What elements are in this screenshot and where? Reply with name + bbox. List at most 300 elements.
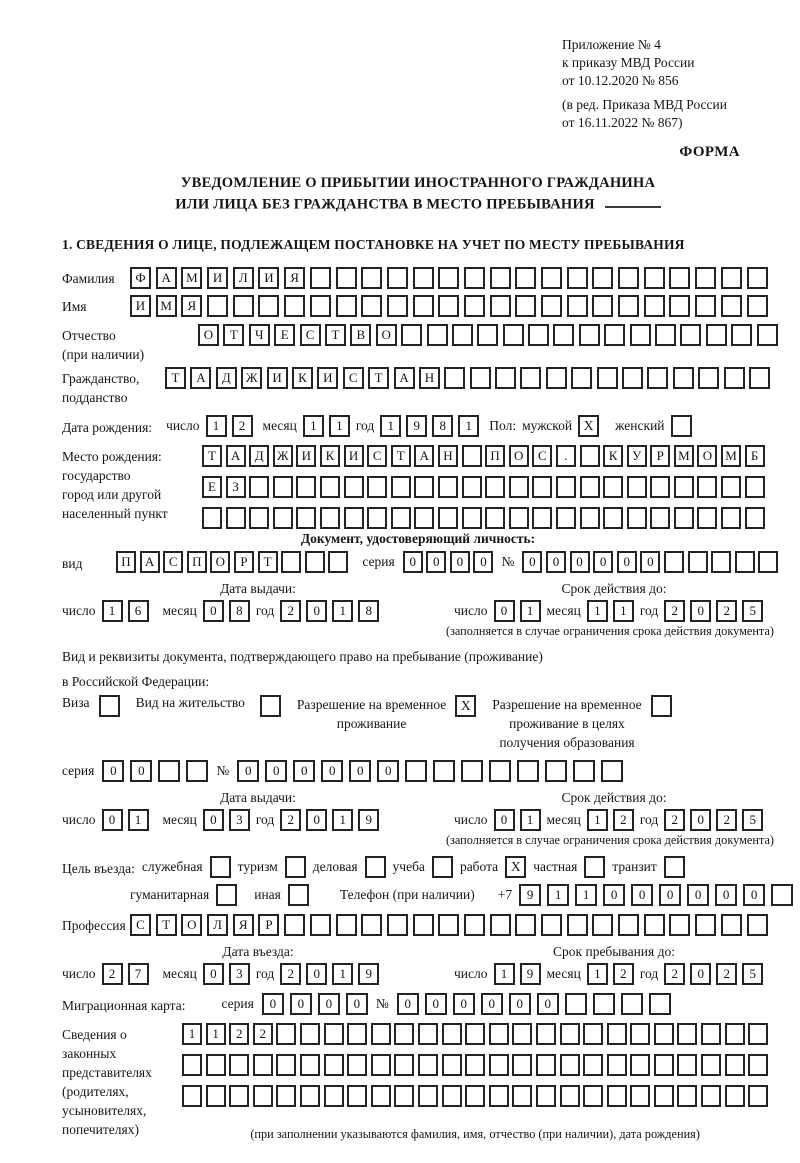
char-cell[interactable]	[698, 367, 719, 389]
char-cell[interactable]: 0	[397, 993, 419, 1015]
char-cell[interactable]	[745, 507, 765, 529]
char-cell[interactable]	[721, 507, 741, 529]
char-cell[interactable]: П	[485, 445, 505, 467]
char-cell[interactable]: 0	[450, 551, 470, 573]
char-cell[interactable]	[158, 760, 180, 782]
char-cell[interactable]: Р	[258, 914, 279, 936]
char-cell[interactable]: Я	[284, 267, 305, 289]
char-cell[interactable]	[361, 914, 382, 936]
char-cell[interactable]	[438, 476, 458, 498]
char-cell[interactable]	[464, 267, 485, 289]
char-cell[interactable]: 0	[593, 551, 613, 573]
char-cell[interactable]: 1	[613, 600, 634, 622]
char-cell[interactable]: 6	[128, 600, 149, 622]
char-cell[interactable]: 3	[229, 963, 250, 985]
study-checkbox[interactable]	[432, 856, 453, 878]
char-cell[interactable]	[603, 507, 623, 529]
char-cell[interactable]	[654, 1085, 674, 1107]
char-cell[interactable]	[512, 1023, 532, 1045]
char-cell[interactable]: О	[210, 551, 230, 573]
temporary-residence-checkbox[interactable]: X	[455, 695, 476, 717]
char-cell[interactable]	[387, 267, 408, 289]
char-cell[interactable]	[560, 1023, 580, 1045]
char-cell[interactable]	[541, 914, 562, 936]
char-cell[interactable]	[249, 476, 269, 498]
char-cell[interactable]	[556, 476, 576, 498]
char-cell[interactable]: 2	[613, 809, 634, 831]
char-cell[interactable]	[336, 267, 357, 289]
char-cell[interactable]	[677, 1085, 697, 1107]
char-cell[interactable]: И	[344, 445, 364, 467]
char-cell[interactable]	[367, 476, 387, 498]
char-cell[interactable]	[229, 1054, 249, 1076]
char-cell[interactable]: 0	[306, 963, 327, 985]
char-cell[interactable]: .	[556, 445, 576, 467]
char-cell[interactable]: 2	[716, 600, 737, 622]
char-cell[interactable]	[583, 1054, 603, 1076]
char-cell[interactable]: А	[414, 445, 434, 467]
char-cell[interactable]: 0	[546, 551, 566, 573]
char-cell[interactable]: 0	[426, 551, 446, 573]
char-cell[interactable]: Ч	[249, 324, 270, 346]
char-cell[interactable]	[253, 1085, 273, 1107]
char-cell[interactable]	[532, 507, 552, 529]
char-cell[interactable]: 1	[547, 884, 569, 906]
char-cell[interactable]: Л	[233, 267, 254, 289]
char-cell[interactable]	[418, 1054, 438, 1076]
char-cell[interactable]	[627, 476, 647, 498]
char-cell[interactable]: О	[181, 914, 202, 936]
char-cell[interactable]: 0	[473, 551, 493, 573]
char-cell[interactable]	[536, 1085, 556, 1107]
char-cell[interactable]: 0	[102, 760, 124, 782]
char-cell[interactable]	[442, 1054, 462, 1076]
char-cell[interactable]	[462, 476, 482, 498]
char-cell[interactable]: Т	[368, 367, 389, 389]
char-cell[interactable]	[647, 367, 668, 389]
char-cell[interactable]	[725, 1085, 745, 1107]
char-cell[interactable]	[546, 367, 567, 389]
char-cell[interactable]	[541, 267, 562, 289]
char-cell[interactable]: 0	[349, 760, 371, 782]
char-cell[interactable]	[618, 295, 639, 317]
temporary-residence-education-checkbox[interactable]	[651, 695, 672, 717]
char-cell[interactable]	[296, 476, 316, 498]
char-cell[interactable]	[276, 1085, 296, 1107]
char-cell[interactable]: К	[320, 445, 340, 467]
char-cell[interactable]: 2	[280, 809, 301, 831]
char-cell[interactable]: 0	[570, 551, 590, 573]
char-cell[interactable]	[347, 1085, 367, 1107]
char-cell[interactable]	[489, 1023, 509, 1045]
char-cell[interactable]	[592, 914, 613, 936]
char-cell[interactable]	[528, 324, 549, 346]
char-cell[interactable]: Т	[165, 367, 186, 389]
char-cell[interactable]	[711, 551, 731, 573]
char-cell[interactable]: И	[267, 367, 288, 389]
char-cell[interactable]: 0	[617, 551, 637, 573]
char-cell[interactable]: С	[163, 551, 183, 573]
char-cell[interactable]: И	[296, 445, 316, 467]
char-cell[interactable]	[464, 295, 485, 317]
char-cell[interactable]	[748, 1054, 768, 1076]
char-cell[interactable]	[748, 1023, 768, 1045]
char-cell[interactable]: 2	[232, 415, 253, 437]
char-cell[interactable]	[438, 507, 458, 529]
char-cell[interactable]: 1	[575, 884, 597, 906]
char-cell[interactable]: М	[674, 445, 694, 467]
char-cell[interactable]	[655, 324, 676, 346]
char-cell[interactable]	[485, 476, 505, 498]
char-cell[interactable]	[580, 507, 600, 529]
char-cell[interactable]: 2	[716, 963, 737, 985]
char-cell[interactable]: Р	[234, 551, 254, 573]
char-cell[interactable]: Т	[258, 551, 278, 573]
other-purpose-checkbox[interactable]	[288, 884, 309, 906]
char-cell[interactable]: М	[721, 445, 741, 467]
char-cell[interactable]: 1	[380, 415, 401, 437]
char-cell[interactable]: 1	[332, 809, 353, 831]
char-cell[interactable]: 0	[102, 809, 123, 831]
char-cell[interactable]	[182, 1085, 202, 1107]
char-cell[interactable]	[509, 476, 529, 498]
char-cell[interactable]: 0	[687, 884, 709, 906]
char-cell[interactable]: Р	[650, 445, 670, 467]
char-cell[interactable]	[465, 1023, 485, 1045]
char-cell[interactable]: 2	[613, 963, 634, 985]
char-cell[interactable]	[336, 295, 357, 317]
char-cell[interactable]: 2	[664, 963, 685, 985]
char-cell[interactable]: 0	[203, 809, 224, 831]
char-cell[interactable]	[567, 267, 588, 289]
char-cell[interactable]	[724, 367, 745, 389]
char-cell[interactable]	[249, 507, 269, 529]
char-cell[interactable]: А	[140, 551, 160, 573]
char-cell[interactable]	[627, 507, 647, 529]
char-cell[interactable]: И	[317, 367, 338, 389]
char-cell[interactable]	[300, 1023, 320, 1045]
char-cell[interactable]	[654, 1054, 674, 1076]
char-cell[interactable]	[654, 1023, 674, 1045]
char-cell[interactable]	[695, 914, 716, 936]
char-cell[interactable]: 2	[280, 600, 301, 622]
char-cell[interactable]: 1	[303, 415, 324, 437]
char-cell[interactable]	[618, 267, 639, 289]
char-cell[interactable]	[503, 324, 524, 346]
char-cell[interactable]	[597, 367, 618, 389]
char-cell[interactable]	[310, 267, 331, 289]
char-cell[interactable]	[489, 1085, 509, 1107]
char-cell[interactable]	[509, 507, 529, 529]
char-cell[interactable]	[745, 476, 765, 498]
char-cell[interactable]: 0	[690, 809, 711, 831]
char-cell[interactable]	[344, 507, 364, 529]
char-cell[interactable]	[281, 551, 301, 573]
char-cell[interactable]	[630, 1054, 650, 1076]
char-cell[interactable]: П	[116, 551, 136, 573]
char-cell[interactable]	[771, 884, 793, 906]
char-cell[interactable]: С	[130, 914, 151, 936]
char-cell[interactable]: 0	[494, 809, 515, 831]
char-cell[interactable]: 9	[406, 415, 427, 437]
char-cell[interactable]	[579, 324, 600, 346]
char-cell[interactable]	[438, 914, 459, 936]
char-cell[interactable]	[758, 551, 778, 573]
char-cell[interactable]: 2	[102, 963, 123, 985]
char-cell[interactable]	[296, 507, 316, 529]
char-cell[interactable]: 1	[520, 809, 541, 831]
char-cell[interactable]	[413, 914, 434, 936]
char-cell[interactable]	[669, 295, 690, 317]
char-cell[interactable]	[489, 1054, 509, 1076]
char-cell[interactable]: 2	[716, 809, 737, 831]
char-cell[interactable]: 1	[494, 963, 515, 985]
char-cell[interactable]	[669, 914, 690, 936]
private-checkbox[interactable]	[584, 856, 605, 878]
char-cell[interactable]	[644, 295, 665, 317]
char-cell[interactable]: 0	[346, 993, 368, 1015]
char-cell[interactable]	[391, 476, 411, 498]
char-cell[interactable]	[300, 1085, 320, 1107]
char-cell[interactable]	[571, 367, 592, 389]
char-cell[interactable]	[677, 1023, 697, 1045]
char-cell[interactable]	[371, 1085, 391, 1107]
char-cell[interactable]	[573, 760, 595, 782]
char-cell[interactable]	[536, 1054, 556, 1076]
char-cell[interactable]: Н	[438, 445, 458, 467]
char-cell[interactable]	[748, 1085, 768, 1107]
char-cell[interactable]	[650, 476, 670, 498]
char-cell[interactable]	[324, 1085, 344, 1107]
char-cell[interactable]	[731, 324, 752, 346]
char-cell[interactable]	[401, 324, 422, 346]
char-cell[interactable]	[706, 324, 727, 346]
char-cell[interactable]	[517, 760, 539, 782]
char-cell[interactable]	[603, 476, 623, 498]
char-cell[interactable]	[630, 1085, 650, 1107]
char-cell[interactable]	[580, 476, 600, 498]
char-cell[interactable]: 1	[587, 809, 608, 831]
char-cell[interactable]: 1	[102, 600, 123, 622]
char-cell[interactable]	[725, 1054, 745, 1076]
char-cell[interactable]	[630, 1023, 650, 1045]
char-cell[interactable]	[276, 1023, 296, 1045]
char-cell[interactable]	[461, 760, 483, 782]
char-cell[interactable]	[674, 476, 694, 498]
char-cell[interactable]	[347, 1054, 367, 1076]
char-cell[interactable]	[442, 1085, 462, 1107]
char-cell[interactable]	[273, 476, 293, 498]
char-cell[interactable]: А	[226, 445, 246, 467]
char-cell[interactable]: П	[187, 551, 207, 573]
char-cell[interactable]: Е	[274, 324, 295, 346]
char-cell[interactable]	[721, 476, 741, 498]
visa-checkbox[interactable]	[99, 695, 120, 717]
char-cell[interactable]	[324, 1023, 344, 1045]
char-cell[interactable]: 1	[128, 809, 149, 831]
char-cell[interactable]	[515, 295, 536, 317]
char-cell[interactable]	[438, 267, 459, 289]
char-cell[interactable]	[536, 1023, 556, 1045]
char-cell[interactable]	[206, 1085, 226, 1107]
char-cell[interactable]	[305, 551, 325, 573]
char-cell[interactable]	[541, 295, 562, 317]
char-cell[interactable]: 2	[664, 600, 685, 622]
char-cell[interactable]	[650, 507, 670, 529]
char-cell[interactable]: 0	[425, 993, 447, 1015]
char-cell[interactable]	[229, 1085, 249, 1107]
char-cell[interactable]: 0	[130, 760, 152, 782]
char-cell[interactable]	[344, 476, 364, 498]
char-cell[interactable]	[387, 914, 408, 936]
char-cell[interactable]	[394, 1054, 414, 1076]
char-cell[interactable]	[565, 993, 587, 1015]
char-cell[interactable]	[361, 295, 382, 317]
char-cell[interactable]	[470, 367, 491, 389]
char-cell[interactable]	[490, 295, 511, 317]
char-cell[interactable]: 0	[237, 760, 259, 782]
char-cell[interactable]	[545, 760, 567, 782]
char-cell[interactable]: 2	[280, 963, 301, 985]
char-cell[interactable]: 2	[253, 1023, 273, 1045]
char-cell[interactable]: И	[258, 267, 279, 289]
char-cell[interactable]	[721, 267, 742, 289]
char-cell[interactable]: 1	[329, 415, 350, 437]
char-cell[interactable]: Ф	[130, 267, 151, 289]
char-cell[interactable]	[405, 760, 427, 782]
char-cell[interactable]: У	[627, 445, 647, 467]
char-cell[interactable]: 8	[432, 415, 453, 437]
char-cell[interactable]: Я	[181, 295, 202, 317]
char-cell[interactable]	[697, 507, 717, 529]
char-cell[interactable]: А	[190, 367, 211, 389]
char-cell[interactable]: 0	[453, 993, 475, 1015]
char-cell[interactable]	[391, 507, 411, 529]
char-cell[interactable]: 5	[742, 963, 763, 985]
char-cell[interactable]	[735, 551, 755, 573]
char-cell[interactable]: 0	[659, 884, 681, 906]
char-cell[interactable]	[695, 267, 716, 289]
char-cell[interactable]	[490, 914, 511, 936]
char-cell[interactable]	[556, 507, 576, 529]
char-cell[interactable]: 0	[481, 993, 503, 1015]
char-cell[interactable]	[520, 367, 541, 389]
char-cell[interactable]	[284, 295, 305, 317]
char-cell[interactable]: З	[226, 476, 246, 498]
char-cell[interactable]	[361, 267, 382, 289]
char-cell[interactable]: А	[156, 267, 177, 289]
char-cell[interactable]	[310, 914, 331, 936]
char-cell[interactable]	[669, 267, 690, 289]
char-cell[interactable]	[644, 267, 665, 289]
char-cell[interactable]	[418, 1085, 438, 1107]
char-cell[interactable]	[328, 551, 348, 573]
char-cell[interactable]: К	[292, 367, 313, 389]
char-cell[interactable]: Т	[223, 324, 244, 346]
char-cell[interactable]	[233, 295, 254, 317]
char-cell[interactable]	[207, 295, 228, 317]
char-cell[interactable]	[567, 914, 588, 936]
char-cell[interactable]	[725, 1023, 745, 1045]
char-cell[interactable]	[394, 1023, 414, 1045]
char-cell[interactable]: И	[207, 267, 228, 289]
char-cell[interactable]	[465, 1085, 485, 1107]
char-cell[interactable]: 0	[293, 760, 315, 782]
char-cell[interactable]: Я	[233, 914, 254, 936]
char-cell[interactable]: 1	[587, 963, 608, 985]
transit-checkbox[interactable]	[664, 856, 685, 878]
char-cell[interactable]	[560, 1054, 580, 1076]
char-cell[interactable]	[444, 367, 465, 389]
char-cell[interactable]	[512, 1054, 532, 1076]
char-cell[interactable]: 0	[743, 884, 765, 906]
char-cell[interactable]	[721, 914, 742, 936]
char-cell[interactable]: С	[532, 445, 552, 467]
char-cell[interactable]: А	[394, 367, 415, 389]
char-cell[interactable]: Д	[216, 367, 237, 389]
char-cell[interactable]	[757, 324, 778, 346]
char-cell[interactable]: Т	[156, 914, 177, 936]
char-cell[interactable]	[371, 1023, 391, 1045]
char-cell[interactable]	[747, 914, 768, 936]
char-cell[interactable]: 0	[306, 809, 327, 831]
char-cell[interactable]	[464, 914, 485, 936]
char-cell[interactable]: 0	[509, 993, 531, 1015]
char-cell[interactable]: И	[130, 295, 151, 317]
char-cell[interactable]	[347, 1023, 367, 1045]
char-cell[interactable]	[680, 324, 701, 346]
char-cell[interactable]	[644, 914, 665, 936]
char-cell[interactable]	[532, 476, 552, 498]
char-cell[interactable]	[414, 476, 434, 498]
char-cell[interactable]	[206, 1054, 226, 1076]
char-cell[interactable]	[622, 367, 643, 389]
char-cell[interactable]: 0	[603, 884, 625, 906]
char-cell[interactable]	[413, 267, 434, 289]
char-cell[interactable]	[664, 551, 684, 573]
char-cell[interactable]	[583, 1085, 603, 1107]
char-cell[interactable]	[477, 324, 498, 346]
char-cell[interactable]	[749, 367, 770, 389]
char-cell[interactable]: 8	[229, 600, 250, 622]
char-cell[interactable]	[489, 760, 511, 782]
char-cell[interactable]: 0	[715, 884, 737, 906]
char-cell[interactable]: С	[367, 445, 387, 467]
char-cell[interactable]: 0	[690, 963, 711, 985]
humanitarian-checkbox[interactable]	[216, 884, 237, 906]
char-cell[interactable]: М	[181, 267, 202, 289]
char-cell[interactable]	[320, 476, 340, 498]
female-checkbox[interactable]	[671, 415, 692, 437]
char-cell[interactable]	[418, 1023, 438, 1045]
char-cell[interactable]	[621, 993, 643, 1015]
char-cell[interactable]	[465, 1054, 485, 1076]
char-cell[interactable]: В	[350, 324, 371, 346]
char-cell[interactable]: 1	[458, 415, 479, 437]
char-cell[interactable]	[414, 507, 434, 529]
char-cell[interactable]: 0	[403, 551, 423, 573]
char-cell[interactable]	[462, 507, 482, 529]
char-cell[interactable]	[747, 267, 768, 289]
char-cell[interactable]	[515, 267, 536, 289]
char-cell[interactable]: 3	[229, 809, 250, 831]
char-cell[interactable]: 0	[494, 600, 515, 622]
char-cell[interactable]: Д	[249, 445, 269, 467]
char-cell[interactable]: Т	[391, 445, 411, 467]
char-cell[interactable]: 0	[690, 600, 711, 622]
char-cell[interactable]	[413, 295, 434, 317]
char-cell[interactable]: Т	[202, 445, 222, 467]
